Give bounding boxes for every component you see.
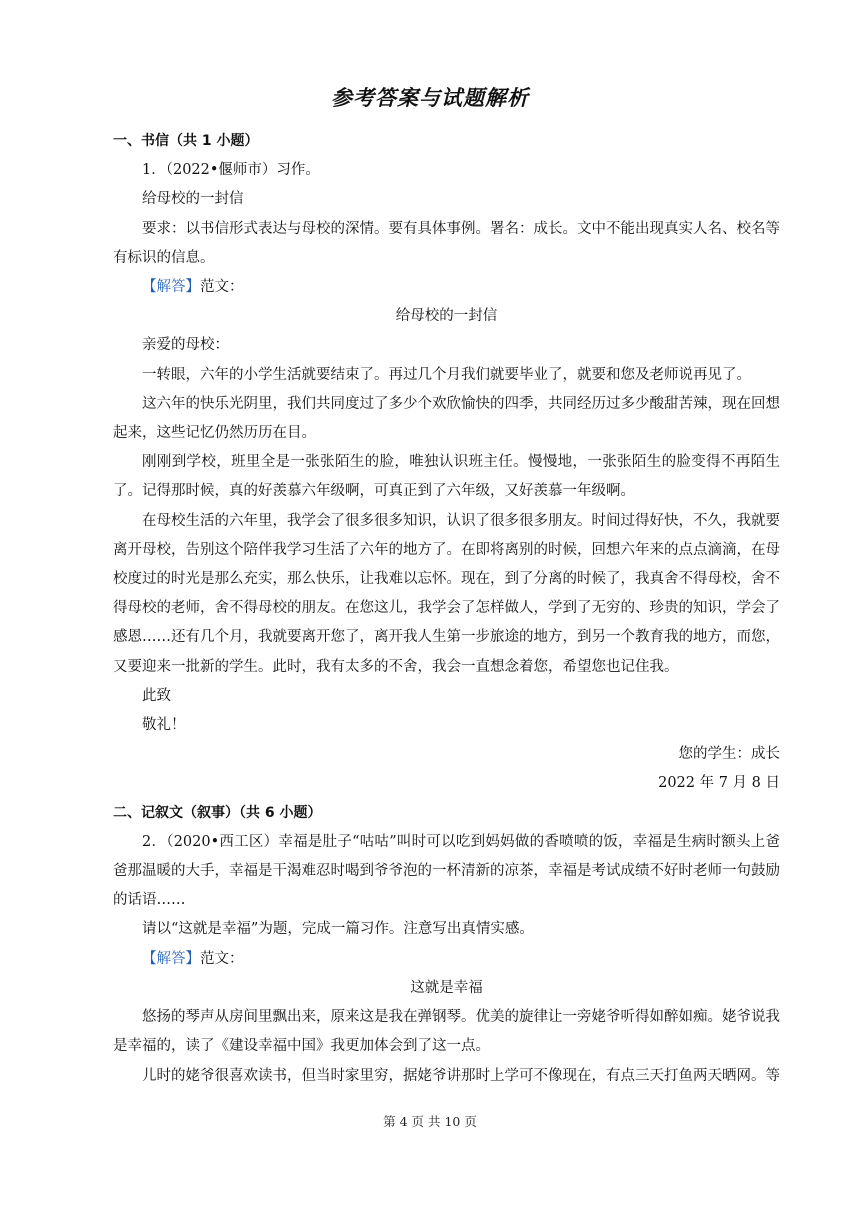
essay-1-salutation: 亲爱的母校： bbox=[142, 337, 229, 354]
essay-1-paragraph: 一转眼，六年的小学生活就要结束了。再过几个月我们就要毕业了，就要和您及老师说再见了。 bbox=[142, 366, 751, 383]
essay-1-paragraph: 刚刚到学校，班里全是一张张陌生的脸，唯独认识班主任。慢慢地，一张张陌生的脸变得不再陌生了。记得那时候，真的好羡慕六年级啊，可真正到了六年级，又好羡慕一年级啊。 bbox=[113, 454, 780, 500]
question-2-prompt: 请以“这就是幸福”为题，完成一篇习作。注意写出真情实感。 bbox=[142, 921, 534, 938]
essay-1-date: 2022 年 7 月 8 日 bbox=[658, 775, 780, 792]
essay-1-closing: 敬礼！ bbox=[142, 717, 186, 734]
page-title: 参考答案与试题解析 bbox=[331, 86, 529, 110]
answer-tag: 【解答】 bbox=[142, 950, 200, 967]
question-1-answer-line bbox=[113, 273, 780, 302]
essay-2-paragraph: 悠扬的琴声从房间里飘出来，原来这是我在弹钢琴。优美的旋律让一旁姥爷听得如醉如痴。姥爷说我是幸福的，读了《建设幸福中国》我更加体会到了这一点。 bbox=[113, 1009, 780, 1055]
answer-intro: 范文： bbox=[200, 950, 244, 967]
essay-1-signature: 您的学生：成长 bbox=[678, 746, 780, 763]
essay-1-paragraph: 这六年的快乐光阴里，我们共同度过了多少个欢欣愉快的四季，共同经历过多少酸甜苦辣，现在回想起来，这些记忆仍然历历在目。 bbox=[113, 395, 780, 442]
essay-1-title: 给母校的一封信 bbox=[395, 308, 498, 325]
document-body bbox=[113, 127, 780, 1091]
essay-1-paragraph: 在母校生活的六年里，我学会了很多很多知识，认识了很多很多朋友。时间过得好快，不久，我就要离开母校，告别这个陪伴我学习生活了六年的地方了。在即将离别的时候，回想六年来的点点滴滴，在母校度过的时光是那么充实，那么快乐，让我难以忘怀。现在，到了分离的时候了，我真舍不得母校，舍不得母校的老师，舍不得母校的朋友。在您这儿，我学会了怎样做人，学到了无穷的、珍贵的知识，学会了感恩……还有几个月，我就要离开您了，离开我人生第一步旅途的地方，到另一个教育我的地方，而您，又要迎来一批新的学生。此时，我有太多的不舍，我会一直想念着您，希望您也记住我。 bbox=[113, 512, 780, 675]
section-heading-narrative: 二、记叙文（叙事）（共 6 小题） bbox=[113, 804, 322, 821]
question-2-answer-line bbox=[113, 945, 780, 974]
question-2-stem: 2．（2020•西工区）幸福是肚子“咕咕”叫时可以吃到妈妈做的香喷喷的饭，幸福是生病时额头上爸爸那温暖的大手，幸福是干渴难忍时喝到爷爷泡的一杯清新的凉茶，幸福是考试成绩不好时老师一句鼓励的话语…… bbox=[113, 833, 780, 909]
essay-2-title: 这就是幸福 bbox=[410, 979, 483, 996]
answer-intro: 范文： bbox=[200, 279, 244, 296]
answer-tag: 【解答】 bbox=[142, 279, 200, 296]
page-footer: 第 4 页 共 10 页 bbox=[383, 1114, 477, 1129]
question-1-stem: 1．（2022•偃师市）习作。 bbox=[142, 162, 320, 179]
essay-1-closing: 此致 bbox=[142, 687, 171, 704]
question-1-topic: 给母校的一封信 bbox=[142, 191, 244, 208]
question-1-requirement: 要求：以书信形式表达与母校的深情。要有具体事例。署名：成长。文中不能出现真实人名、校名等有标识的信息。 bbox=[113, 220, 780, 266]
section-heading-letter: 一、书信（共 1 小题） bbox=[113, 133, 259, 149]
essay-2-paragraph: 儿时的姥爷很喜欢读书，但当时家里穷，据姥爷讲那时上学可不像现在，有点三天打鱼两天晒网。等 bbox=[142, 1067, 780, 1084]
